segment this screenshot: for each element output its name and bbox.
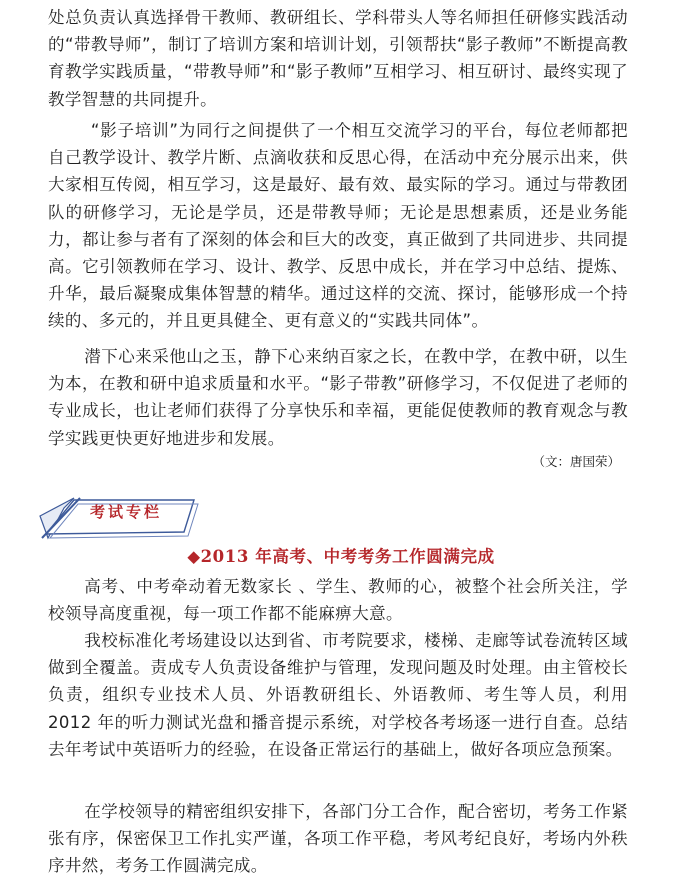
section-paragraph-2: 我校标准化考场建设以达到省、市考院要求，楼梯、走廊等试卷流转区域做到全覆盖。责成专人负责设备维护与管理，发现问题及时处理。由主管校长负责，组织专业技术人员、外语教研组长、外语教师、考生等人员，利用 2012 年的听力测试光盘和播音提示系统，对学校各考场逐一进行自查。总结去年考试中英语听力的经验，在设备正常运行的基础上，做好各项应急预案。: [48, 631, 628, 759]
section-title: ◆2013 年高考、中考考务工作圆满完成: [187, 547, 495, 566]
section-banner-label: 考试专栏: [89, 503, 162, 521]
author-credit: （文：唐国荣）: [532, 454, 620, 469]
section-paragraph-1: 高考、中考牵动着无数家长 、学生、教师的心，被整个社会所关注，学校领导高度重视，每一项工作都不能麻痹大意。: [48, 577, 628, 624]
article-paragraph-3: 潜下心来采他山之玉，静下心来纳百家之长，在教中学，在教中研，以生为本，在教和研中追求质量和水平。“影子带教”研修学习，不仅促进了老师的专业成长，也让老师们获得了分享快乐和幸福，更能促使教师的教育观念与教学实践更快更好地进步和发展。: [48, 347, 628, 448]
section-paragraph-3: 在学校领导的精密组织安排下，各部门分工合作，配合密切，考务工作紧张有序，保密保卫工作扎实严谨，各项工作平稳，考风考纪良好，考场内外秩序井然，考务工作圆满完成。: [48, 802, 628, 876]
article-paragraph-2: “影子培训”为同行之间提供了一个相互交流学习的平台，每位老师都把自己教学设计、教学片断、点滴收获和反思心得，在活动中充分展示出来，供大家相互传阅，相互学习，这是最好、最有效、最实际的学习。通过与带教团队的研修学习，无论是学员，还是带教导师；无论是思想素质，还是业务能力，都让参与者有了深刻的体会和巨大的改变，真正做到了共同进步、共同提高。它引领教师在学习、设计、教学、反思中成长，并在学习中总结、提炼、升华，最后凝聚成集体智慧的精华。通过这样的交流、探讨，能够形成一个持续的、多元的，并且更具健全、更有意义的“实践共同体”。: [48, 121, 628, 331]
section-banner: [34, 494, 204, 540]
article-paragraph-1: 处总负责认真选择骨干教师、教研组长、学科带头人等名师担任研修实践活动的“带教导师”，制订了培训方案和培训计划，引领帮扶“影子教师”不断提高教育教学实践质量，“带教导师”和“影子教师”互相学习、相互研讨、最终实现了教学智慧的共同提升。: [48, 8, 628, 109]
